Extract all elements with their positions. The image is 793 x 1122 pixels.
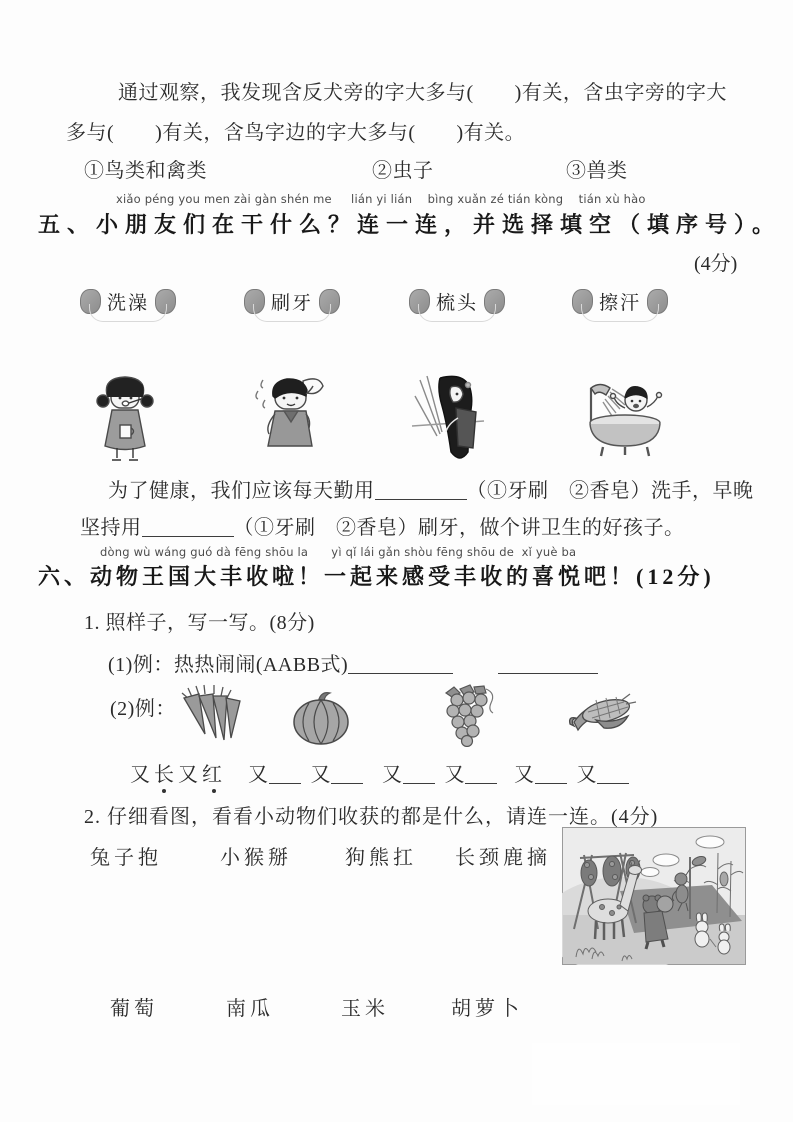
banner-cahan (572, 287, 668, 329)
pattern-char: 又 (514, 764, 535, 786)
answer-blank (597, 763, 629, 784)
q1-label: 1. 照样子，写一写。(8分) (84, 612, 315, 634)
pattern-row (130, 758, 226, 787)
answer-blank (348, 653, 453, 674)
girl-combing-hair-icon (410, 372, 486, 466)
answer-blank (535, 763, 567, 784)
boy-wiping-sweat-icon (251, 374, 331, 460)
animal-word-bear: 狗熊扛 (345, 847, 417, 869)
boy-taking-bath-icon (575, 378, 667, 460)
emphasis-dot (212, 789, 216, 793)
intro-option-3: ③兽类 (566, 160, 628, 182)
pattern-group-2 (382, 758, 497, 787)
answer-blank (498, 653, 598, 674)
pattern-group-3 (514, 758, 629, 787)
banner-label: 洗澡 (106, 293, 149, 314)
intro-option-2: ②虫子 (372, 160, 434, 182)
q1-item1 (108, 648, 598, 677)
answer-blank (375, 479, 467, 500)
section5-score: (4分) (694, 253, 738, 275)
pattern-group-1 (248, 758, 363, 787)
carrots-icon (174, 684, 256, 746)
section5-title: 五、小朋友们在干什么？连一连，并选择填空（填序号）。 (38, 212, 782, 237)
q2-label: 2. 仔细看图，看看小动物们收获的都是什么，请连一连。(4分) (84, 806, 659, 828)
animal-word-monkey: 小猴掰 (220, 847, 292, 869)
q1-item1-label: (1)例：热热闹闹(AABB式) (108, 654, 349, 676)
banner-label: 梳头 (435, 293, 478, 314)
fill-line2-pre: 坚持用 (80, 517, 142, 539)
grapes-icon (440, 683, 500, 747)
section6-title: 六、动物王国大丰收啦！一起来感受丰收的喜悦吧！(12分) (38, 564, 715, 589)
pattern-char: 又 (382, 764, 403, 786)
intro-line-1: 通过观察，我发现含反犬旁的字大多与( )有关，含虫字旁的字大 (118, 82, 727, 104)
animal-word-giraffe: 长颈鹿摘 (455, 847, 551, 869)
produce-word-grapes: 葡萄 (110, 998, 158, 1020)
answer-blank (269, 763, 301, 784)
produce-word-corn: 玉米 (341, 998, 389, 1020)
emphasis-dot (162, 789, 166, 793)
example-phrase (130, 758, 226, 787)
produce-word-pumpkin: 南瓜 (226, 998, 274, 1020)
pattern-char: 又 (248, 764, 269, 786)
answer-blank (465, 763, 497, 784)
pattern-char: 又 (310, 764, 331, 786)
scan-artifact (532, 1043, 740, 1105)
pumpkin-carried (657, 896, 673, 912)
animal-harvest-scene (562, 827, 746, 965)
section5-pinyin: xiǎo péng you men zài gàn shén me lián yi lián bìng xuǎn zé tián kòng tián xù hào (116, 192, 646, 206)
intro-line-2: 多与( )有关，含鸟字边的字大多与( )有关。 (66, 122, 526, 144)
animal-word-rabbit: 兔子抱 (90, 847, 162, 869)
corn-icon (566, 690, 638, 740)
pattern-char: 又 (444, 764, 465, 786)
pumpkin-icon (289, 690, 353, 746)
fill-line1-pre: 为了健康，我们应该每天勤用 (108, 480, 375, 502)
example-phrase-text: 又长又红 (130, 764, 226, 786)
fill-line2-post: （①牙刷 ②香皂）刷牙，做个讲卫生的好孩子。 (233, 517, 685, 539)
q1-item2-label: (2)例： (110, 698, 176, 720)
section6-pinyin: dòng wù wáng guó dà fēng shōu la yì qǐ lái gǎn shòu fēng shōu de xǐ yuè ba (100, 545, 577, 559)
fill-line-2 (80, 511, 685, 540)
answer-blank (142, 516, 234, 537)
banner-label: 擦汗 (598, 293, 641, 314)
pattern-char: 又 (576, 764, 597, 786)
answer-blank (331, 763, 363, 784)
intro-option-1: ①鸟类和禽类 (84, 160, 207, 182)
banner-label: 刷牙 (270, 293, 313, 314)
fill-line-1 (108, 474, 754, 503)
banner-shutou (409, 287, 505, 329)
answer-blank (403, 763, 435, 784)
girl-brushing-teeth-icon (90, 373, 160, 465)
banner-xizao (80, 287, 176, 329)
produce-word-carrot: 胡萝卜 (451, 998, 523, 1020)
fill-line1-post: （①牙刷 ②香皂）洗手，早晚 (466, 480, 754, 502)
banner-shuaya (244, 287, 340, 329)
